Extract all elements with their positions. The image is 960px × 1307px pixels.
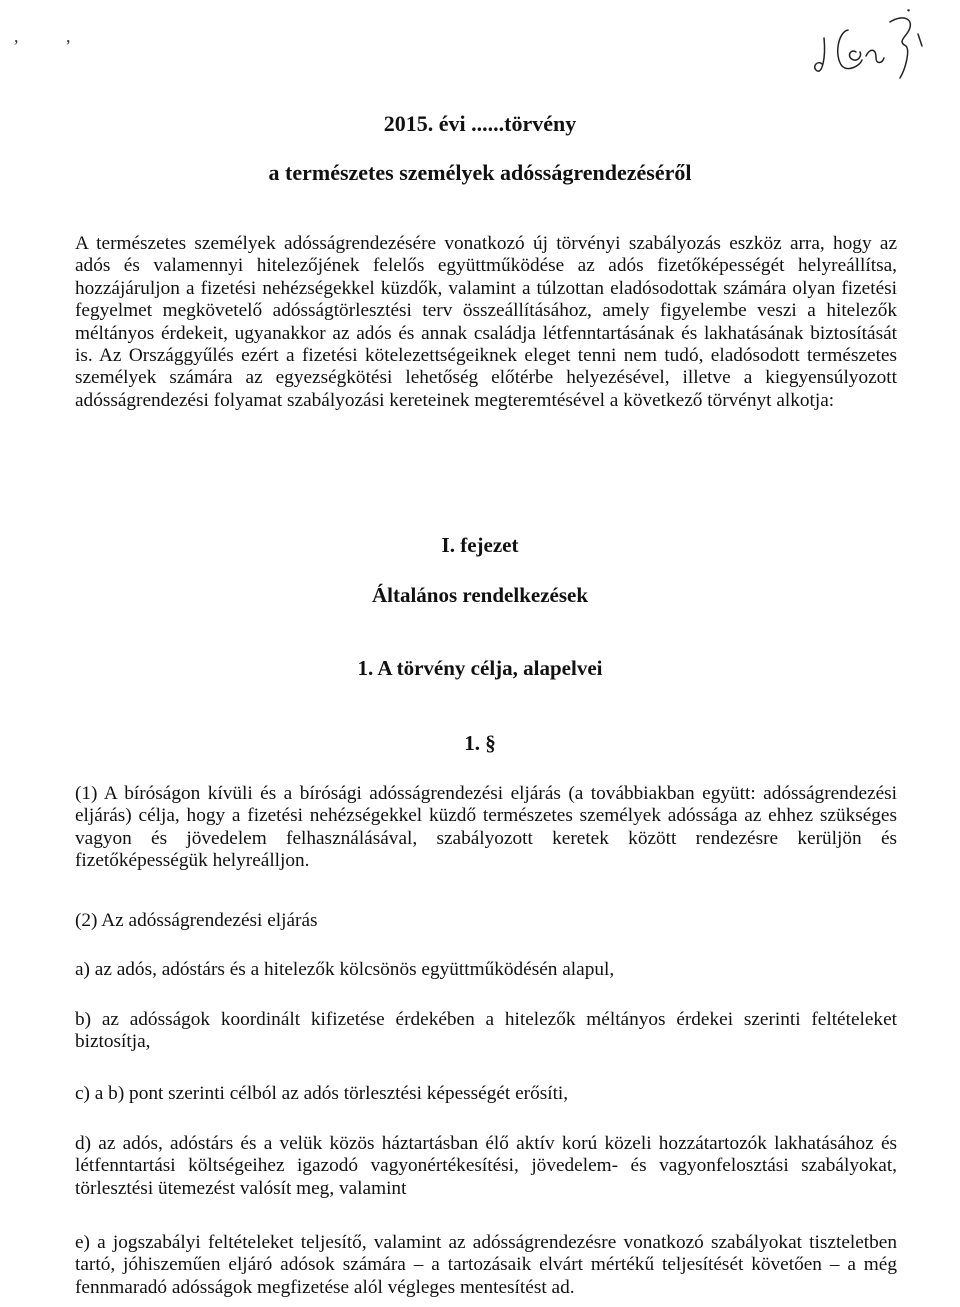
point-b: b) az adósságok koordinált kifizetése érdekében a hitelezők méltányos érdekei szerinti feltételeket biztosítja, — [75, 1009, 897, 1053]
section-title: 1. A törvény célja, alapelvei — [357, 656, 603, 680]
preamble-text: A természetes személyek adósságrendezésére vonatkozó új törvényi szabályozás eszköz arra, hogy az adós és valamennyi hitelezőjének felelős együttműködése az adós fizetőképességét helyreállítsa, hozzájáruljon a fizetési nehézségekkel küzdők, valamint a túlzottan eladósodottak számára olyan fizetési fegyelmet megkövetelő adósságtörlesztési terv összeállításához, amely figyelembe veszi a hitelezők méltányos érdekeit, ugyanakkor az adós és annak családja létfenntartásának és lakhatásának biztosítását is. Az Országgyűlés ezért a fizetési kötelezettségeiknek eleget tenni nem tudó, eladósodott természetes személyek számára az egyezségkötési lehetőség előtérbe helyezésével, illetve a kiegyensúlyozott adósságrendezési folyamat szabályozási kereteinek megteremtésével a következő törvényt alkotja: — [75, 233, 897, 411]
point-d: d) az adós, adóstárs és a velük közös háztartásban élő aktív korú közeli hozzátartozók lakhatásához és létfenntartási költségeihez igazodó vagyonértékesítési, jövedelem- és vagyonfelosztási szabályokat, törlesztési ütemezést valósít meg, valamint — [75, 1133, 897, 1199]
paragraph-mark: 1. § — [464, 731, 496, 755]
chapter-number: I. fejezet — [441, 533, 519, 557]
point-e: e) a jogszabályi feltételeket teljesítő, valamint az adósságrendezésre vonatkozó szabályokat tiszteletben tartó, jóhiszeműen eljáró adósok számára – a tartozásaik elvárt mértékű teljesítését követően – a még fennmaradó adósságok megfizetése alól végleges mentesítést ad. — [75, 1232, 897, 1298]
document-title: 2015. évi ......törvény — [383, 111, 577, 136]
point-a: a) az adós, adóstárs és a hitelezők kölcsönös együttműködésén alapul, — [75, 959, 615, 980]
scan-mark: , — [66, 26, 71, 46]
scan-mark: , — [14, 26, 19, 46]
paragraph-2: (2) Az adósságrendezési eljárás — [75, 910, 318, 931]
point-c: c) a b) pont szerinti célból az adós törlesztési képességét erősíti, — [75, 1083, 569, 1104]
chapter-title: Általános rendelkezések — [371, 583, 589, 607]
paragraph-1: (1) A bíróságon kívüli és a bírósági adósságrendezési eljárás (a továbbiakban együtt: adósságrendezési eljárás) célja, hogy a fizetési nehézségekkel küzdő természetes személyek adóssága az ehhez szükséges vagyon és jövedelem felhasználásával, szabályozott keretek között rendezésre kerüljön és fizetőképességük helyreálljon. — [75, 783, 897, 872]
handwritten-signature — [812, 8, 952, 86]
document-subtitle: a természetes személyek adósságrendezéséről — [268, 160, 692, 185]
